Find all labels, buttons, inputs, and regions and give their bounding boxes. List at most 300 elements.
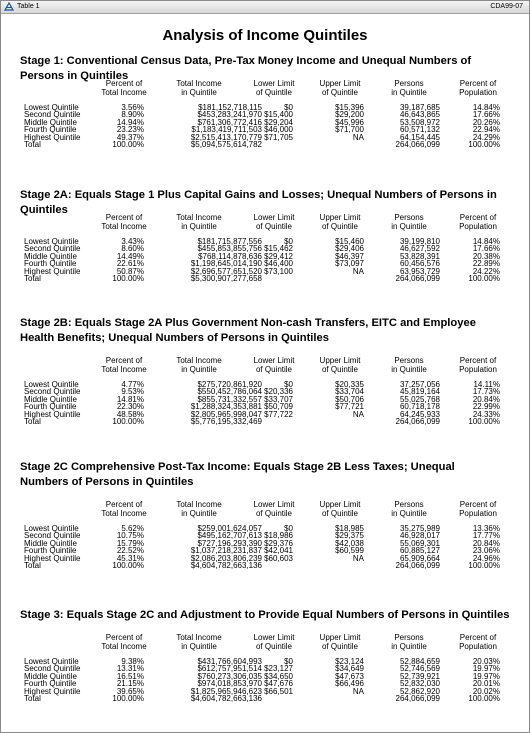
- stage-heading: [20, 316, 515, 346]
- table-cell: 46,643,865: [399, 110, 440, 120]
- table-cell: $974,018,853,970: [197, 679, 262, 689]
- table-cell: $29,412: [264, 251, 293, 261]
- row-label: Lowest Quintile: [24, 524, 79, 533]
- column-header-line: of Quintile: [255, 88, 293, 97]
- row-label: Total: [24, 694, 41, 703]
- column-header-line: Total Income: [101, 222, 147, 231]
- column-header: [305, 633, 375, 651]
- table-cell: 100.00%: [468, 140, 500, 149]
- table-cell: $20,335: [335, 380, 364, 389]
- row-label: Second Quintile: [24, 110, 81, 120]
- column-header-line: Upper Limit: [319, 79, 361, 88]
- column-header-line: of Quintile: [321, 88, 359, 97]
- table-cell: 55,069,301: [399, 538, 440, 548]
- table-cell: 22.99%: [472, 402, 500, 412]
- column-header: [443, 79, 513, 97]
- table-cell: $50,706: [335, 394, 364, 404]
- table-cell: 37,257,056: [399, 380, 440, 389]
- table-cell: 52,884,659: [399, 657, 440, 666]
- row-label: Total: [24, 417, 41, 426]
- table-cell: 22.61%: [116, 259, 144, 269]
- stage-heading: [20, 608, 515, 623]
- table-cell: 17.66%: [472, 244, 500, 254]
- column-header-line: Total Income: [176, 500, 222, 509]
- column-header-line: Total Income: [176, 633, 222, 642]
- stage-heading-line: Stage 2A: Equals Stage 1 Plus Capital Gains and Losses; Unequal Numbers of Persons in Quintiles: [20, 189, 497, 216]
- row-label: Lowest Quintile: [24, 380, 79, 389]
- table-cell: 14.94%: [116, 117, 144, 127]
- table-cell: 17.73%: [472, 387, 500, 397]
- table-cell: $66,496: [335, 679, 364, 689]
- table-cell: 100.00%: [468, 417, 500, 426]
- column-header: [164, 500, 234, 518]
- column-header: [374, 633, 444, 651]
- table-cell: $60,603: [264, 553, 293, 563]
- table-cell: $46,000: [264, 125, 293, 135]
- row-label: Total: [24, 274, 41, 283]
- row-label: Fourth Quintile: [24, 259, 77, 269]
- table-cell: 19.97%: [472, 664, 500, 674]
- table-cell: 52,746,569: [399, 664, 440, 674]
- table-cell: 8.60%: [121, 244, 144, 254]
- row-label: Middle Quintile: [24, 251, 77, 261]
- column-header-line: Lower Limit: [253, 356, 295, 365]
- table-cell: 24.29%: [472, 132, 500, 142]
- table-cell: $275,720,861,920: [197, 380, 262, 389]
- column-header-line: Population: [459, 88, 497, 97]
- row-label: Middle Quintile: [24, 671, 77, 681]
- table-cell: $42,038: [335, 538, 364, 548]
- table-cell: 14.84%: [472, 103, 500, 112]
- table-cell: $2,696,577,651,520: [190, 266, 262, 276]
- table-cell: 100.00%: [468, 694, 500, 703]
- column-header-line: Total Income: [101, 88, 147, 97]
- table-cell: 60,456,576: [399, 259, 440, 269]
- table-cell: NA: [352, 266, 364, 276]
- row-label: Second Quintile: [24, 664, 81, 674]
- table-cell: 39.65%: [116, 686, 144, 696]
- table-cell: $5,094,575,614,782: [190, 140, 262, 149]
- table-cell: $34,650: [264, 671, 293, 681]
- table-cell: 24.96%: [472, 553, 500, 563]
- column-header: [443, 356, 513, 374]
- column-header: [374, 79, 444, 97]
- column-header-line: Lower Limit: [253, 500, 295, 509]
- column-header-line: Total Income: [101, 509, 147, 518]
- table-cell: $66,501: [264, 686, 293, 696]
- table-cell: $18,985: [335, 524, 364, 533]
- column-header: [443, 500, 513, 518]
- table-cell: $71,705: [264, 132, 293, 142]
- table-cell: NA: [352, 132, 364, 142]
- table-cell: $29,204: [264, 117, 293, 127]
- stage-heading-line: Numbers of Persons in Quintiles: [20, 476, 194, 488]
- column-header-line: Total Income: [101, 642, 147, 651]
- table-cell: $768,114,878,636: [198, 251, 262, 261]
- table-cell: $760,273,306,035: [197, 671, 262, 681]
- table-cell: 14.84%: [472, 237, 500, 246]
- table-cell: 39,187,685: [399, 103, 440, 112]
- stage-heading-line: Stage 2B: Equals Stage 2A Plus Government Non-cash Transfers, EITC and Employee: [20, 317, 476, 329]
- table-cell: 15.79%: [116, 538, 144, 548]
- table-cell: $47,676: [264, 679, 293, 689]
- column-header-line: Upper Limit: [319, 500, 361, 509]
- column-header: [374, 500, 444, 518]
- table-cell: 3.43%: [121, 237, 144, 246]
- table-cell: 65,909,664: [399, 553, 440, 563]
- table-cell: 20.84%: [472, 538, 500, 548]
- table-cell: $5,300,907,277,658: [190, 274, 262, 283]
- window-title: Table 1: [17, 3, 40, 10]
- table-cell: 20.02%: [472, 686, 500, 696]
- row-label: Total: [24, 140, 41, 149]
- table-cell: 55,025,768: [399, 394, 440, 404]
- table-cell: $181,152,718,115: [198, 103, 262, 112]
- column-header-line: Percent of: [459, 356, 497, 365]
- row-label: Fourth Quintile: [24, 402, 77, 412]
- column-header-line: Percent of: [105, 356, 143, 365]
- table-cell: $34,649: [335, 664, 364, 674]
- table-cell: $15,460: [335, 237, 364, 246]
- table-cell: 49.37%: [116, 132, 144, 142]
- table-cell: 19.97%: [472, 671, 500, 681]
- stage-heading-line: Health Benefits; Unequal Numbers of Persons in Quintiles: [20, 332, 329, 344]
- row-label: Highest Quintile: [24, 132, 81, 142]
- stage-heading-line: Stage 2C Comprehensive Post-Tax Income: Equals Stage 2B Less Taxes; Unequal: [20, 461, 455, 473]
- column-header-line: of Quintile: [255, 642, 293, 651]
- row-label: Second Quintile: [24, 244, 81, 254]
- column-header-line: in Quintile: [391, 642, 427, 651]
- column-header-line: Percent of: [105, 79, 143, 88]
- column-header-line: Percent of: [105, 213, 143, 222]
- table-cell: 22.52%: [116, 546, 144, 556]
- table-cell: $495,162,707,613: [197, 531, 262, 541]
- row-label: Middle Quintile: [24, 538, 77, 548]
- table-cell: 53,508,972: [399, 117, 440, 127]
- column-header-line: of Quintile: [321, 509, 359, 518]
- table-cell: $5,776,195,332,469: [190, 417, 262, 426]
- column-header-line: Population: [459, 642, 497, 651]
- column-header: [89, 633, 159, 651]
- column-header: [239, 213, 309, 231]
- table-cell: $29,376: [264, 538, 293, 548]
- column-header-line: of Quintile: [255, 222, 293, 231]
- table-cell: $50,709: [264, 402, 293, 412]
- column-header: [239, 79, 309, 97]
- column-header-line: Persons: [394, 356, 424, 365]
- table-cell: 53,828,391: [399, 251, 440, 261]
- table-cell: 52,862,920: [399, 686, 440, 696]
- column-header-line: of Quintile: [321, 365, 359, 374]
- table-cell: 10.75%: [116, 531, 144, 541]
- table-cell: 100.00%: [112, 140, 144, 149]
- column-header: [239, 500, 309, 518]
- column-header: [164, 633, 234, 651]
- column-header-line: Total Income: [176, 79, 222, 88]
- column-header: [164, 213, 234, 231]
- column-header-line: in Quintile: [181, 642, 217, 651]
- row-label: Highest Quintile: [24, 266, 81, 276]
- column-header: [89, 500, 159, 518]
- window-titlebar[interactable]: [1, 1, 529, 14]
- table-cell: $18,986: [264, 531, 293, 541]
- table-cell: 20.84%: [472, 394, 500, 404]
- column-header-line: Lower Limit: [253, 213, 295, 222]
- column-header-line: Persons: [394, 633, 424, 642]
- column-header-line: in Quintile: [391, 509, 427, 518]
- table-cell: 64,154,445: [399, 132, 440, 142]
- table-cell: $29,375: [335, 531, 364, 541]
- table-cell: $181,715,877,556: [197, 237, 262, 246]
- table-cell: 3.56%: [121, 103, 144, 112]
- row-label: Second Quintile: [24, 531, 81, 541]
- column-header: [443, 213, 513, 231]
- table-cell: 264,066,099: [395, 561, 440, 570]
- table-cell: $4,604,782,663,136: [190, 561, 262, 570]
- column-header-line: in Quintile: [181, 365, 217, 374]
- column-header: [374, 213, 444, 231]
- table-cell: 264,066,099: [395, 140, 440, 149]
- row-label: Highest Quintile: [24, 409, 81, 419]
- table-cell: 52,832,030: [399, 679, 440, 689]
- column-header-line: in Quintile: [181, 222, 217, 231]
- table-cell: 52,739,921: [399, 671, 440, 681]
- table-cell: 22.30%: [116, 402, 144, 412]
- table-cell: 46,928,017: [399, 531, 440, 541]
- column-header-line: Population: [459, 222, 497, 231]
- table-cell: $15,396: [335, 103, 364, 112]
- table-cell: 23.23%: [116, 125, 144, 135]
- table-cell: $0: [284, 657, 293, 666]
- table-cell: $46,397: [335, 251, 364, 261]
- table-cell: 63,953,729: [399, 266, 440, 276]
- table-cell: $29,406: [335, 244, 364, 254]
- column-header: [305, 213, 375, 231]
- table-cell: 13.36%: [472, 524, 500, 533]
- table-cell: $1,183,419,711,503: [191, 125, 262, 135]
- column-header: [305, 500, 375, 518]
- table-cell: $71,700: [335, 125, 364, 135]
- table-cell: 45,819,164: [399, 387, 440, 397]
- table-cell: 48.58%: [116, 409, 144, 419]
- stage-heading-line: Stage 1: Conventional Census Data, Pre-Tax Money Income and Unequal Numbers of Persons in Quintiles: [20, 55, 472, 82]
- table-cell: 22.94%: [472, 125, 500, 135]
- column-header-line: in Quintile: [391, 365, 427, 374]
- table-cell: 46,627,592: [399, 244, 440, 254]
- table-cell: NA: [352, 686, 364, 696]
- table-cell: 45.31%: [116, 553, 144, 563]
- table-cell: $20,336: [264, 387, 293, 397]
- column-header: [164, 79, 234, 97]
- column-header-line: Total Income: [176, 213, 222, 222]
- column-header: [89, 79, 159, 97]
- table-cell: 17.77%: [472, 531, 500, 541]
- column-header-line: in Quintile: [391, 88, 427, 97]
- stage-heading-line: Stage 3: Equals Stage 2C and Adjustment to Provide Equal Numbers of Persons in Quintiles: [20, 609, 510, 621]
- table-cell: 24.22%: [472, 266, 500, 276]
- column-header-line: Percent of: [105, 633, 143, 642]
- table-window-icon: [4, 2, 14, 11]
- table-cell: 20.26%: [472, 117, 500, 127]
- table-cell: $431,766,604,993: [197, 657, 262, 666]
- table-cell: 9.53%: [121, 387, 144, 397]
- column-header-line: Total Income: [176, 356, 222, 365]
- column-header: [305, 356, 375, 374]
- table-cell: $1,825,965,946,623: [190, 686, 262, 696]
- row-label: Lowest Quintile: [24, 657, 79, 666]
- table-cell: $73,097: [335, 259, 364, 269]
- table-cell: 20.38%: [472, 251, 500, 261]
- table-cell: $77,722: [264, 409, 293, 419]
- table-cell: 22.89%: [472, 259, 500, 269]
- table-cell: $45,996: [335, 117, 364, 127]
- column-header-line: in Quintile: [391, 222, 427, 231]
- table-cell: 100.00%: [468, 561, 500, 570]
- table-cell: $550,452,786,064: [197, 387, 262, 397]
- page-title: Analysis of Income Quintiles: [162, 27, 368, 44]
- table-cell: $0: [284, 237, 293, 246]
- column-header: [89, 356, 159, 374]
- table-cell: 8.90%: [121, 110, 144, 120]
- column-header-line: Percent of: [459, 633, 497, 642]
- table-cell: 100.00%: [112, 694, 144, 703]
- table-cell: $0: [284, 524, 293, 533]
- table-cell: 20.01%: [472, 679, 500, 689]
- row-label: Highest Quintile: [24, 686, 81, 696]
- column-header-line: Upper Limit: [319, 633, 361, 642]
- column-header-line: Lower Limit: [253, 633, 295, 642]
- column-header-line: Lower Limit: [253, 79, 295, 88]
- table-cell: 23.06%: [472, 546, 500, 556]
- table-cell: $29,200: [335, 110, 364, 120]
- stage-heading: [20, 460, 515, 490]
- row-label: Highest Quintile: [24, 553, 81, 563]
- table-cell: 100.00%: [468, 274, 500, 283]
- column-header-line: in Quintile: [181, 88, 217, 97]
- row-label: Fourth Quintile: [24, 546, 77, 556]
- column-header-line: in Quintile: [181, 509, 217, 518]
- column-header: [164, 356, 234, 374]
- table-cell: 13.31%: [116, 664, 144, 674]
- column-header: [89, 213, 159, 231]
- table-cell: 39,199,810: [399, 237, 440, 246]
- table-cell: 5.62%: [121, 524, 144, 533]
- table-cell: $77,721: [335, 402, 364, 412]
- table-cell: $4,604,782,663,136: [190, 694, 262, 703]
- column-header-line: Percent of: [459, 213, 497, 222]
- table-cell: 264,066,099: [395, 417, 440, 426]
- table-cell: $453,283,241,970: [197, 110, 262, 120]
- table-cell: $1,198,645,014,190: [190, 259, 262, 269]
- table-cell: 14.81%: [116, 394, 144, 404]
- table-cell: $855,731,332,557: [197, 394, 262, 404]
- row-label: Fourth Quintile: [24, 125, 77, 135]
- column-header-line: Upper Limit: [319, 213, 361, 222]
- table-cell: $2,515,413,170,779: [190, 132, 262, 142]
- row-label: Total: [24, 561, 41, 570]
- document-code: CDA99-07: [490, 3, 523, 10]
- table-cell: 60,571,132: [399, 125, 440, 135]
- table-cell: 100.00%: [112, 561, 144, 570]
- table-cell: $42,041: [264, 546, 293, 556]
- table-cell: $2,805,965,998,047: [190, 409, 262, 419]
- table-cell: 14.11%: [473, 380, 500, 389]
- table-cell: NA: [352, 553, 364, 563]
- table-cell: $2,086,203,806,239: [190, 553, 262, 563]
- table-cell: 17.66%: [472, 110, 500, 120]
- column-header-line: of Quintile: [321, 642, 359, 651]
- column-header-line: Percent of: [459, 79, 497, 88]
- table-cell: $1,288,324,353,881: [190, 402, 262, 412]
- column-header: [239, 356, 309, 374]
- table-cell: 100.00%: [112, 417, 144, 426]
- column-header-line: of Quintile: [321, 222, 359, 231]
- table-cell: $15,400: [264, 110, 293, 120]
- column-header-line: Percent of: [105, 500, 143, 509]
- table-cell: 100.00%: [112, 274, 144, 283]
- table-cell: 20.03%: [472, 657, 500, 666]
- table-cell: $1,037,218,231,837: [190, 546, 262, 556]
- row-label: Lowest Quintile: [24, 237, 79, 246]
- row-label: Fourth Quintile: [24, 679, 77, 689]
- table-cell: 60,718,178: [399, 402, 440, 412]
- row-label: Second Quintile: [24, 387, 81, 397]
- table-cell: $259,001,624,057: [197, 524, 262, 533]
- table-cell: 264,066,099: [395, 694, 440, 703]
- row-label: Middle Quintile: [24, 117, 77, 127]
- column-header-line: Persons: [394, 500, 424, 509]
- column-header-line: Upper Limit: [319, 356, 361, 365]
- table-cell: 35,275,989: [399, 524, 440, 533]
- column-header-line: Population: [459, 365, 497, 374]
- column-header-line: Percent of: [459, 500, 497, 509]
- column-header: [239, 633, 309, 651]
- table-cell: NA: [352, 409, 364, 419]
- table-cell: 16.51%: [116, 671, 144, 681]
- column-header-line: of Quintile: [255, 509, 293, 518]
- table-cell: 50.87%: [116, 266, 144, 276]
- table-cell: 9.38%: [121, 657, 144, 666]
- row-label: Middle Quintile: [24, 394, 77, 404]
- row-label: Lowest Quintile: [24, 103, 79, 112]
- table-cell: $47,673: [335, 671, 364, 681]
- table-cell: 4.77%: [121, 380, 144, 389]
- column-header-line: Population: [459, 509, 497, 518]
- column-header: [443, 633, 513, 651]
- table-cell: $0: [284, 103, 293, 112]
- table-cell: $455,853,855,756: [197, 244, 262, 254]
- table-cell: $761,306,772,416: [197, 117, 262, 127]
- column-header-line: Persons: [394, 79, 424, 88]
- table-cell: $46,400: [264, 259, 293, 269]
- table-cell: $23,127: [264, 664, 293, 674]
- table-cell: 21.15%: [116, 679, 144, 689]
- column-header: [305, 79, 375, 97]
- table-cell: $727,196,293,390: [197, 538, 262, 548]
- table-cell: $23,124: [335, 657, 364, 666]
- table-cell: $73,100: [264, 266, 293, 276]
- table-cell: $33,707: [264, 394, 293, 404]
- table-cell: $612,757,951,514: [197, 664, 262, 674]
- table-cell: 24.33%: [472, 409, 500, 419]
- table-cell: $60,599: [335, 546, 364, 556]
- column-header-line: Total Income: [101, 365, 147, 374]
- table-cell: $33,704: [335, 387, 364, 397]
- column-header-line: Persons: [394, 213, 424, 222]
- column-header: [374, 356, 444, 374]
- table-cell: 14.49%: [116, 251, 144, 261]
- table-cell: 64,245,933: [399, 409, 440, 419]
